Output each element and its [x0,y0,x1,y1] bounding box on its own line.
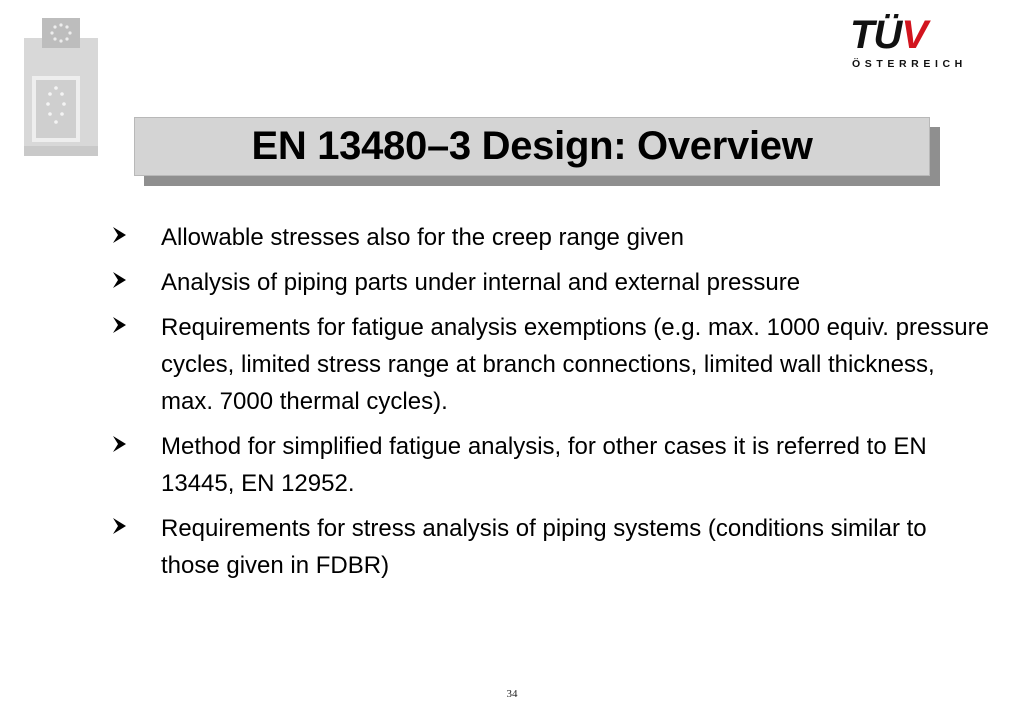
bullet-text: Requirements for fatigue analysis exemptions (e.g. max. 1000 equiv. pressure cycles, limited stress range at branch connections, limited wall thickness, max. 7000 thermal cycles). [161,314,989,415]
bullet-item [110,264,990,301]
slide-title: EN 13480–3 Design: Overview [251,124,813,168]
bullet-list [110,219,990,592]
logo-tu-text: TÜ [850,13,902,57]
bullet-text: Analysis of piping parts under internal and external pressure [161,269,801,296]
title-box [134,117,930,176]
arrow-bullet-icon [110,268,130,292]
logo-v-text: V [901,13,928,57]
bullet-item [110,510,990,584]
logo-subtitle: ÖSTERREICH [852,58,967,70]
bullet-text: Method for simplified fatigue analysis, for other cases it is referred to EN 13445, EN 12952. [161,433,927,497]
arrow-bullet-icon [110,514,130,538]
bullet-item [110,219,990,256]
arrow-bullet-icon [110,313,130,337]
bullet-item [110,309,990,420]
arrow-bullet-icon [110,223,130,247]
eu-flag-decoration-icon [24,18,102,160]
bullet-item [110,428,990,502]
logo-wordmark [850,12,927,58]
arrow-bullet-icon [110,432,130,456]
bullet-text: Requirements for stress analysis of piping systems (conditions similar to those given in FDBR) [161,515,927,579]
page-number: 34 [506,688,518,700]
bullet-text: Allowable stresses also for the creep range given [161,224,684,251]
tuv-logo [850,12,967,76]
